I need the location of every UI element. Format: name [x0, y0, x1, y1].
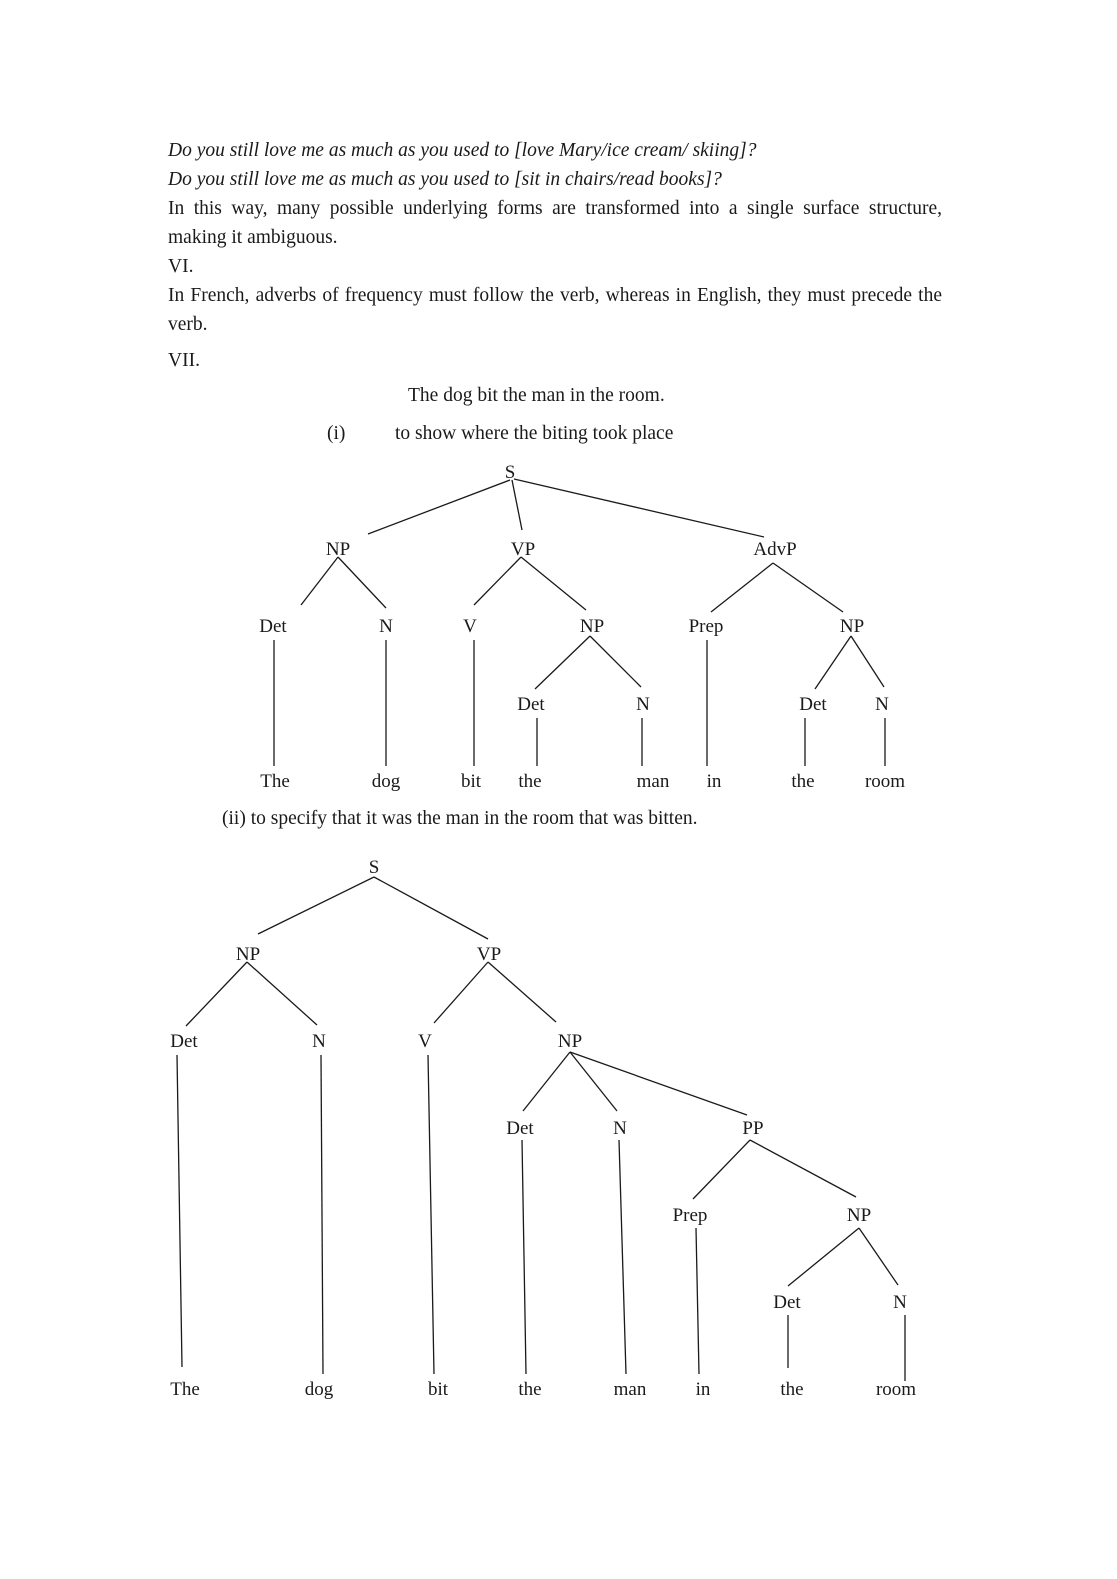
leaf-word: room — [864, 771, 906, 792]
edge — [815, 636, 851, 689]
edge — [859, 1228, 898, 1285]
leaf-word: the — [791, 771, 815, 792]
leaf-word: dog — [304, 1379, 334, 1400]
edge — [321, 1055, 323, 1374]
edge — [514, 479, 764, 537]
edge — [696, 1228, 699, 1374]
leaf-word: room — [875, 1379, 917, 1400]
leaf-word: the — [518, 771, 542, 792]
leaf-word: The — [170, 1379, 200, 1400]
leaf-word: dog — [371, 771, 401, 792]
leaf-word: in — [695, 1379, 711, 1400]
leaf-word: in — [706, 771, 722, 792]
node-n: N — [893, 1292, 907, 1313]
node-n: N — [875, 694, 889, 715]
example-question-2: Do you still love me as much as you used to [sit in chairs/read books]? — [168, 169, 722, 190]
node-vp: VP — [476, 944, 502, 965]
edge — [711, 563, 773, 612]
node-n: N — [636, 694, 650, 715]
edge — [374, 877, 488, 939]
edge — [488, 962, 556, 1022]
leaf-word: bit — [460, 771, 482, 792]
leaf-word: bit — [427, 1379, 449, 1400]
leaf-word: the — [780, 1379, 804, 1400]
edge — [301, 557, 338, 605]
node-pp: PP — [742, 1118, 764, 1139]
leaf-word: the — [518, 1379, 542, 1400]
edge — [258, 877, 374, 934]
edge — [338, 557, 386, 608]
edge — [523, 1052, 570, 1111]
edge — [788, 1228, 859, 1286]
section-heading-vii: VII. — [168, 350, 200, 371]
node-n: N — [379, 616, 393, 637]
edge — [428, 1055, 434, 1374]
edge — [474, 557, 521, 605]
node-advp: AdvP — [753, 539, 797, 560]
edge — [773, 563, 843, 612]
item-number-i: (i) — [327, 423, 346, 444]
node-v: V — [463, 616, 477, 637]
node-s: S — [504, 462, 516, 483]
node-det: Det — [506, 1118, 534, 1139]
example-question-1: Do you still love me as much as you used to [love Mary/ice cream/ skiing]? — [168, 140, 757, 161]
edge — [693, 1140, 750, 1199]
paragraph-french-adverbs: In French, adverbs of frequency must follow the verb, whereas in English, they must precede the verb. — [168, 285, 942, 335]
node-np: NP — [325, 539, 351, 560]
node-np: NP — [839, 616, 865, 637]
node-np: NP — [235, 944, 261, 965]
node-det: Det — [259, 616, 287, 637]
node-v: V — [418, 1031, 432, 1052]
edge — [177, 1055, 182, 1367]
leaf-word: The — [260, 771, 290, 792]
example-sentence: The dog bit the man in the room. — [408, 385, 665, 406]
node-n: N — [613, 1118, 627, 1139]
node-n: N — [312, 1031, 326, 1052]
node-det: Det — [799, 694, 827, 715]
item-ii-description: (ii) to specify that it was the man in the room that was bitten. — [222, 808, 698, 829]
edge — [186, 962, 247, 1026]
leaf-word: man — [613, 1379, 647, 1400]
node-prep: Prep — [672, 1205, 708, 1226]
edge — [522, 1140, 526, 1374]
edge — [619, 1140, 626, 1374]
node-vp: VP — [510, 539, 536, 560]
edge — [512, 480, 522, 530]
section-heading-vi: VI. — [168, 256, 194, 277]
edge — [535, 636, 590, 689]
edge — [570, 1052, 747, 1115]
edge — [750, 1140, 856, 1197]
paragraph-ambiguity: In this way, many possible underlying forms are transformed into a single surface structure, making it ambiguous. — [168, 198, 942, 248]
node-det: Det — [170, 1031, 198, 1052]
edge — [434, 962, 488, 1023]
node-np: NP — [846, 1205, 872, 1226]
tree-2-labels — [170, 857, 916, 1400]
edge — [590, 636, 641, 687]
edge — [368, 480, 510, 534]
node-det: Det — [773, 1292, 801, 1313]
item-i-description: to show where the biting took place — [395, 423, 674, 444]
node-s: S — [368, 857, 380, 878]
leaf-word: man — [636, 771, 670, 792]
edge — [247, 962, 317, 1025]
node-np: NP — [579, 616, 605, 637]
edge — [851, 636, 884, 687]
node-np: NP — [557, 1031, 583, 1052]
tree-1-labels — [259, 462, 905, 792]
edge — [521, 557, 586, 610]
node-det: Det — [517, 694, 545, 715]
node-prep: Prep — [688, 616, 724, 637]
